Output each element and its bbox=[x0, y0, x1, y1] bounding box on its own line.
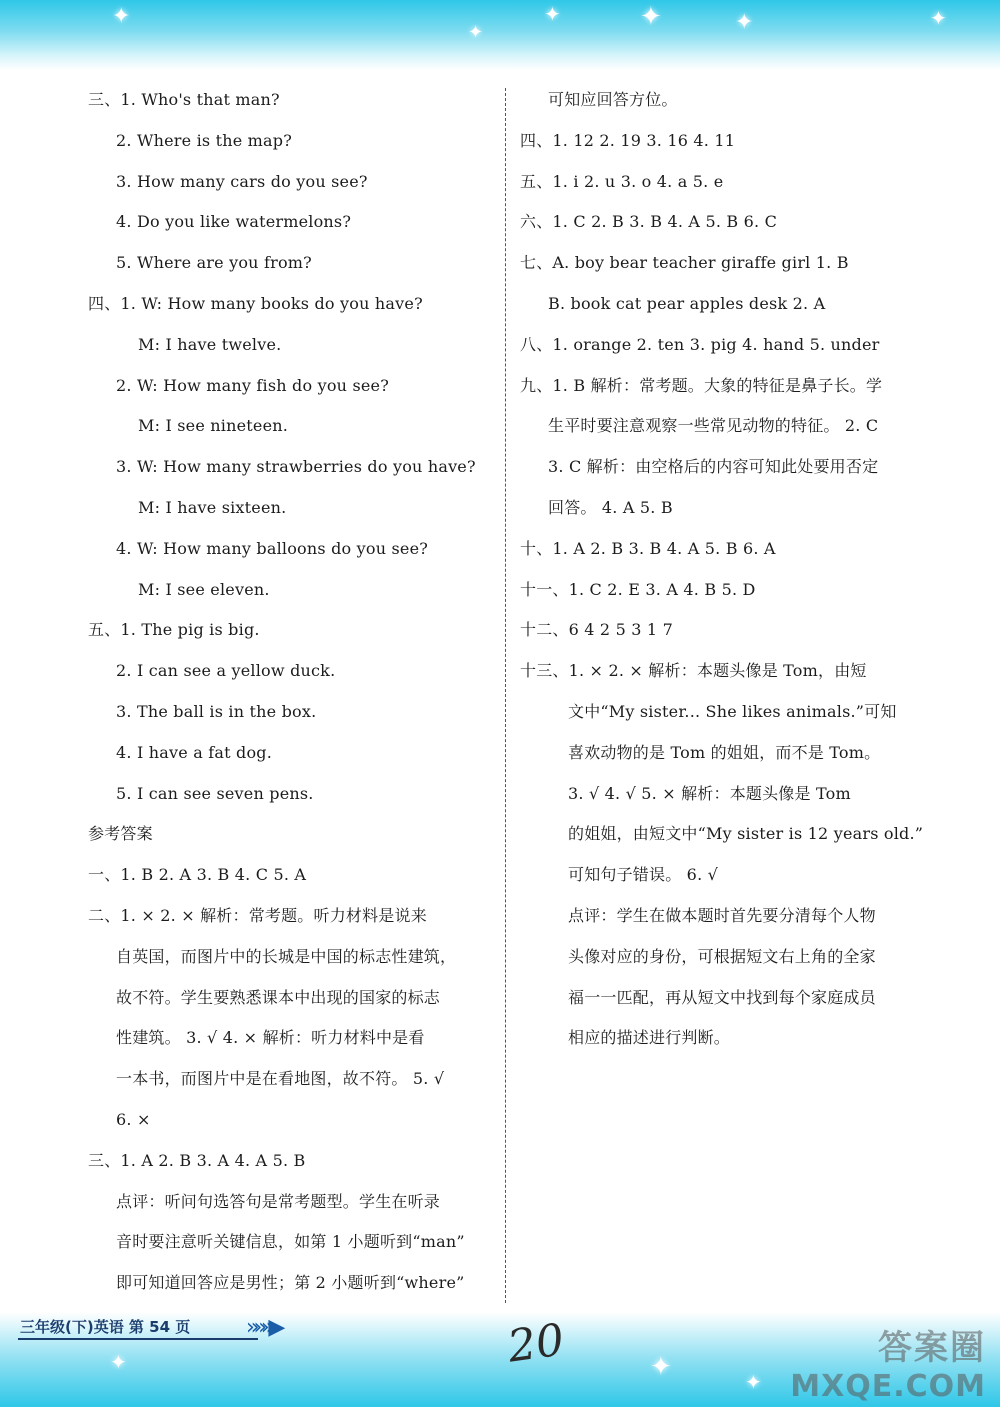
answer-line: 十二、6 4 2 5 3 1 7 bbox=[520, 620, 673, 640]
answer-line: 3. C 解析：由空格后的内容可知此处要用否定 bbox=[548, 457, 879, 477]
answer-line: 点评：听问句选答句是常考题型。学生在听录 bbox=[116, 1191, 441, 1211]
answer-line: 六、1. C 2. B 3. B 4. A 5. B 6. C bbox=[520, 212, 778, 232]
answer-line: 可知句子错误。 6. √ bbox=[568, 865, 719, 885]
answer-line: 自英国，而图片中的长城是中国的标志性建筑， bbox=[116, 946, 457, 966]
answer-line: 十三、1. × 2. × 解析：本题头像是 Tom，由短 bbox=[520, 661, 867, 681]
answer-line: 相应的描述进行判断。 bbox=[568, 1028, 731, 1048]
answer-line: B. book cat pear apples desk 2. A bbox=[548, 293, 826, 313]
answer-line: 十、1. A 2. B 3. B 4. A 5. B 6. A bbox=[520, 538, 776, 558]
answer-line: 头像对应的身份，可根据短文右上角的全家 bbox=[568, 946, 876, 966]
answer-line: 十一、1. C 2. E 3. A 4. B 5. D bbox=[520, 579, 756, 599]
answer-line: 4. I have a fat dog. bbox=[116, 742, 272, 762]
sparkle-icon: ✦ bbox=[735, 10, 754, 35]
answer-line: M: I see nineteen. bbox=[138, 416, 289, 436]
answer-line: 3. How many cars do you see? bbox=[116, 171, 368, 191]
handwritten-number: 20 bbox=[504, 1314, 568, 1373]
sparkle-icon: ✦ bbox=[544, 2, 561, 26]
answer-line: 生平时要注意观察一些常见动物的特征。 2. C bbox=[548, 416, 879, 436]
sparkle-icon: ✦ bbox=[745, 1370, 762, 1394]
answer-line: 5. I can see seven pens. bbox=[116, 783, 314, 803]
sparkle-icon: ✦ bbox=[650, 1352, 672, 1382]
answer-line: 二、1. × 2. × 解析：常考题。听力材料是说来 bbox=[88, 905, 427, 925]
answer-line: 4. W: How many balloons do you see? bbox=[116, 538, 429, 558]
answer-line: 一、1. B 2. A 3. B 4. C 5. A bbox=[88, 865, 307, 885]
answer-line: 的姐姐，由短文中“My sister is 12 years old.” bbox=[568, 824, 924, 844]
answer-line: 三、1. A 2. B 3. A 4. A 5. B bbox=[88, 1150, 306, 1170]
answer-line: 喜欢动物的是 Tom 的姐姐，而不是 Tom。 bbox=[568, 742, 881, 762]
answer-line: 八、1. orange 2. ten 3. pig 4. hand 5. under bbox=[520, 334, 880, 354]
footer-underline bbox=[18, 1338, 258, 1340]
answer-line: 三、1. Who's that man? bbox=[88, 90, 280, 109]
answer-line: 五、1. i 2. u 3. o 4. a 5. e bbox=[520, 171, 724, 191]
answer-line: M: I see eleven. bbox=[138, 579, 270, 599]
answer-line: M: I have sixteen. bbox=[138, 497, 287, 517]
answer-line: 七、A. boy bear teacher giraffe girl 1. B bbox=[520, 253, 849, 273]
answer-line: 可知应回答方位。 bbox=[548, 90, 678, 109]
answer-line: 音时要注意听关键信息，如第 1 小题听到“man” bbox=[116, 1232, 465, 1252]
sparkle-icon: ✦ bbox=[112, 4, 131, 29]
answer-line: 5. Where are you from? bbox=[116, 253, 312, 273]
answer-line: 3. W: How many strawberries do you have? bbox=[116, 457, 476, 477]
arrow-decoration-icon: »»»▶ bbox=[246, 1315, 280, 1340]
sparkle-icon: ✦ bbox=[110, 1350, 127, 1374]
answer-line: 2. Where is the map? bbox=[116, 130, 293, 150]
answer-line: 参考答案 bbox=[88, 824, 153, 844]
answer-line: M: I have twelve. bbox=[138, 334, 282, 354]
right-column bbox=[520, 80, 930, 1059]
sparkle-icon: ✦ bbox=[640, 2, 662, 32]
answer-line: 四、1. W: How many books do you have? bbox=[88, 293, 423, 313]
answer-line: 2. W: How many fish do you see? bbox=[116, 375, 389, 395]
answer-line: 3. The ball is in the box. bbox=[116, 701, 317, 721]
answer-line: 6. × bbox=[116, 1109, 151, 1129]
answer-line: 2. I can see a yellow duck. bbox=[116, 661, 336, 681]
sparkle-icon: ✦ bbox=[468, 22, 484, 43]
answer-line: 五、1. The pig is big. bbox=[88, 620, 260, 640]
answer-line: 故不符。学生要熟悉课本中出现的国家的标志 bbox=[116, 987, 441, 1007]
answer-line: 文中“My sister... She likes animals.”可知 bbox=[568, 701, 897, 721]
answer-line: 九、1. B 解析：常考题。大象的特征是鼻子长。学 bbox=[520, 375, 883, 395]
column-divider bbox=[505, 88, 506, 1303]
answer-line: 4. Do you like watermelons? bbox=[116, 212, 352, 232]
page-footer-label: 三年级(下)英语 第 54 页 bbox=[20, 1318, 191, 1336]
site-watermark bbox=[790, 1320, 986, 1404]
answer-line: 回答。 4. A 5. B bbox=[548, 497, 673, 517]
sparkle-icon: ✦ bbox=[930, 6, 947, 30]
watermark-url: MXQE.COM bbox=[790, 1369, 986, 1404]
answer-line: 四、1. 12 2. 19 3. 16 4. 11 bbox=[520, 130, 736, 150]
top-decorative-band bbox=[0, 0, 1000, 70]
answer-line: 一本书，而图片中是在看地图，故不符。 5. √ bbox=[116, 1069, 445, 1089]
answer-line: 即可知道回答应是男性；第 2 小题听到“where” bbox=[116, 1273, 465, 1293]
watermark-title: 答案圈 bbox=[878, 1328, 986, 1368]
left-column bbox=[88, 80, 498, 1304]
answer-line: 3. √ 4. √ 5. × 解析：本题头像是 Tom bbox=[568, 783, 851, 803]
answer-line: 点评：学生在做本题时首先要分清每个人物 bbox=[568, 905, 876, 925]
answer-line: 性建筑。 3. √ 4. × 解析：听力材料中是看 bbox=[116, 1028, 425, 1048]
answer-line: 福一一匹配，再从短文中找到每个家庭成员 bbox=[568, 987, 876, 1007]
